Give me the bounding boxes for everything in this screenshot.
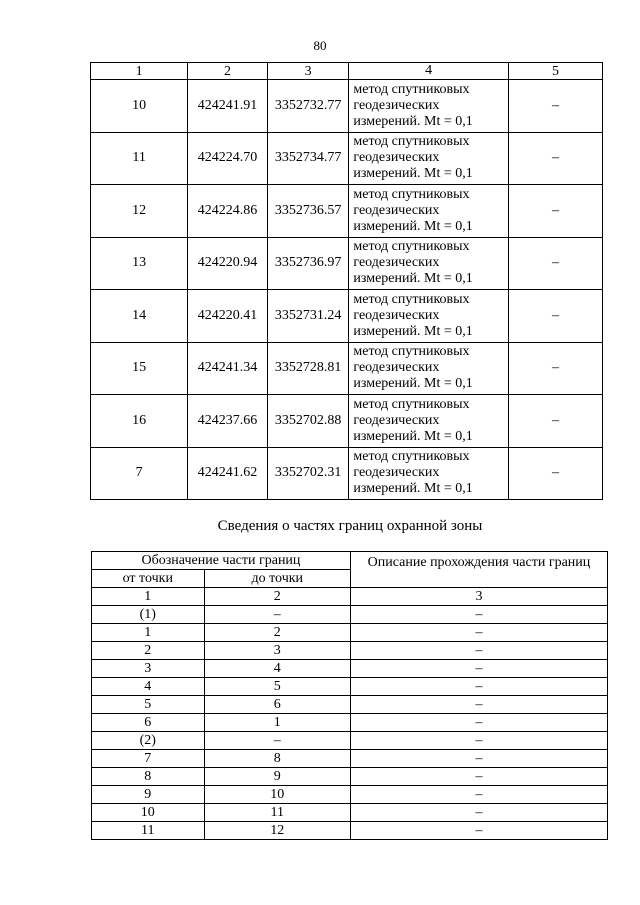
from-point: (2) xyxy=(92,732,205,750)
coordinates-row xyxy=(91,447,603,500)
header-description: Описание прохождения части границ xyxy=(350,552,607,588)
part-description: – xyxy=(350,750,607,768)
boundary-part-row xyxy=(92,822,608,840)
coordinates-table xyxy=(90,62,603,500)
method-line: геодезических xyxy=(353,202,440,218)
coordinates-row xyxy=(91,185,603,238)
part-description: – xyxy=(350,624,607,642)
coordinate-y: 3352702.88 xyxy=(267,395,349,448)
coordinate-x: 424220.94 xyxy=(188,237,268,290)
boundary-part-row xyxy=(92,768,608,786)
coordinate-x: 424220.41 xyxy=(188,290,268,343)
method-line: метод спутниковых xyxy=(353,81,470,97)
determination-method xyxy=(349,395,508,448)
to-point: 10 xyxy=(204,786,350,804)
part-description: – xyxy=(350,660,607,678)
determination-method xyxy=(349,237,508,290)
method-line: измерений. Mt = 0,1 xyxy=(353,218,473,234)
note: – xyxy=(508,290,602,343)
coordinates-row xyxy=(91,237,603,290)
method-line: метод спутниковых xyxy=(353,186,470,202)
to-point: – xyxy=(204,732,350,750)
coordinate-y: 3352728.81 xyxy=(267,342,349,395)
method-line: метод спутниковых xyxy=(353,396,470,412)
colnum-3: 3 xyxy=(350,588,607,606)
from-point: 2 xyxy=(92,642,205,660)
header-from-point: от точки xyxy=(92,570,205,588)
to-point: 4 xyxy=(204,660,350,678)
to-point: 2 xyxy=(204,624,350,642)
note: – xyxy=(508,185,602,238)
boundary-part-row xyxy=(92,642,608,660)
boundary-part-row xyxy=(92,606,608,624)
point-number: 11 xyxy=(91,132,188,185)
coordinates-row xyxy=(91,395,603,448)
from-point: 3 xyxy=(92,660,205,678)
method-line: геодезических xyxy=(353,255,440,271)
point-number: 10 xyxy=(91,80,188,133)
note: – xyxy=(508,132,602,185)
method-line: геодезических xyxy=(353,307,440,323)
determination-method xyxy=(349,80,508,133)
coordinate-y: 3352736.97 xyxy=(267,237,349,290)
header-designation: Обозначение части границ xyxy=(92,552,351,570)
coordinate-y: 3352731.24 xyxy=(267,290,349,343)
note: – xyxy=(508,237,602,290)
method-line: метод спутниковых xyxy=(353,449,470,465)
note: – xyxy=(508,447,602,500)
method-line: метод спутниковых xyxy=(353,291,470,307)
to-point: 12 xyxy=(204,822,350,840)
method-line: измерений. Mt = 0,1 xyxy=(353,481,473,497)
from-point: 6 xyxy=(92,714,205,732)
determination-method xyxy=(349,132,508,185)
to-point: 8 xyxy=(204,750,350,768)
point-number: 7 xyxy=(91,447,188,500)
from-point: 7 xyxy=(92,750,205,768)
point-number: 14 xyxy=(91,290,188,343)
part-description: – xyxy=(350,714,607,732)
part-description: – xyxy=(350,786,607,804)
col-header-2: 2 xyxy=(188,63,268,80)
coordinate-y: 3352732.77 xyxy=(267,80,349,133)
coordinate-x: 424224.70 xyxy=(188,132,268,185)
header-to-point: до точки xyxy=(204,570,350,588)
parts-header-row-1 xyxy=(92,552,608,570)
coordinates-row xyxy=(91,342,603,395)
method-line: геодезических xyxy=(353,360,440,376)
page-number: 80 xyxy=(313,38,327,53)
method-line: измерений. Mt = 0,1 xyxy=(353,376,473,392)
coordinate-y: 3352736.57 xyxy=(267,185,349,238)
boundary-part-row xyxy=(92,804,608,822)
coordinate-x: 424241.62 xyxy=(188,447,268,500)
boundary-part-row xyxy=(92,660,608,678)
boundary-part-row xyxy=(92,732,608,750)
method-line: измерений. Mt = 0,1 xyxy=(353,271,473,287)
method-line: геодезических xyxy=(353,465,440,481)
from-point: 5 xyxy=(92,696,205,714)
coordinate-y: 3352702.31 xyxy=(267,447,349,500)
method-line: геодезических xyxy=(353,150,440,166)
to-point: 11 xyxy=(204,804,350,822)
coordinates-row xyxy=(91,80,603,133)
to-point: 9 xyxy=(204,768,350,786)
from-point: 11 xyxy=(92,822,205,840)
determination-method xyxy=(349,290,508,343)
to-point: 1 xyxy=(204,714,350,732)
to-point: – xyxy=(204,606,350,624)
part-description: – xyxy=(350,606,607,624)
from-point: 4 xyxy=(92,678,205,696)
coordinates-row xyxy=(91,132,603,185)
note: – xyxy=(508,395,602,448)
part-description: – xyxy=(350,642,607,660)
to-point: 6 xyxy=(204,696,350,714)
coordinate-x: 424241.34 xyxy=(188,342,268,395)
to-point: 3 xyxy=(204,642,350,660)
method-line: геодезических xyxy=(353,412,440,428)
method-line: измерений. Mt = 0,1 xyxy=(353,113,473,129)
determination-method xyxy=(349,342,508,395)
method-line: метод спутниковых xyxy=(353,239,470,255)
method-line: измерений. Mt = 0,1 xyxy=(353,323,473,339)
coordinate-x: 424241.91 xyxy=(188,80,268,133)
col-header-5: 5 xyxy=(508,63,602,80)
boundary-part-row xyxy=(92,696,608,714)
method-line: геодезических xyxy=(353,97,440,113)
coordinate-y: 3352734.77 xyxy=(267,132,349,185)
part-description: – xyxy=(350,696,607,714)
part-description: – xyxy=(350,822,607,840)
boundary-part-row xyxy=(92,786,608,804)
from-point: (1) xyxy=(92,606,205,624)
part-description: – xyxy=(350,732,607,750)
method-line: измерений. Mt = 0,1 xyxy=(353,166,473,182)
part-description: – xyxy=(350,768,607,786)
method-line: метод спутниковых xyxy=(353,134,470,150)
section-title: Сведения о частях границ охранной зоны xyxy=(217,518,483,534)
col-header-3: 3 xyxy=(267,63,349,80)
colnum-1: 1 xyxy=(92,588,205,606)
boundary-parts-table xyxy=(91,551,608,840)
to-point: 5 xyxy=(204,678,350,696)
point-number: 15 xyxy=(91,342,188,395)
method-line: метод спутниковых xyxy=(353,344,470,360)
determination-method xyxy=(349,185,508,238)
colnum-2: 2 xyxy=(204,588,350,606)
boundary-part-row xyxy=(92,624,608,642)
boundary-part-row xyxy=(92,714,608,732)
coordinates-header-row xyxy=(91,63,603,80)
boundary-part-row xyxy=(92,750,608,768)
coordinate-x: 424224.86 xyxy=(188,185,268,238)
coordinates-body xyxy=(91,80,603,500)
coordinate-x: 424237.66 xyxy=(188,395,268,448)
from-point: 1 xyxy=(92,624,205,642)
from-point: 10 xyxy=(92,804,205,822)
note: – xyxy=(508,342,602,395)
col-header-1: 1 xyxy=(91,63,188,80)
determination-method xyxy=(349,447,508,500)
boundary-part-row xyxy=(92,678,608,696)
note: – xyxy=(508,80,602,133)
point-number: 13 xyxy=(91,237,188,290)
coordinates-row xyxy=(91,290,603,343)
parts-body xyxy=(92,606,608,840)
from-point: 9 xyxy=(92,786,205,804)
point-number: 16 xyxy=(91,395,188,448)
method-line: измерений. Mt = 0,1 xyxy=(353,428,473,444)
parts-colnum-row xyxy=(92,588,608,606)
point-number: 12 xyxy=(91,185,188,238)
col-header-4: 4 xyxy=(349,63,508,80)
part-description: – xyxy=(350,678,607,696)
part-description: – xyxy=(350,804,607,822)
from-point: 8 xyxy=(92,768,205,786)
